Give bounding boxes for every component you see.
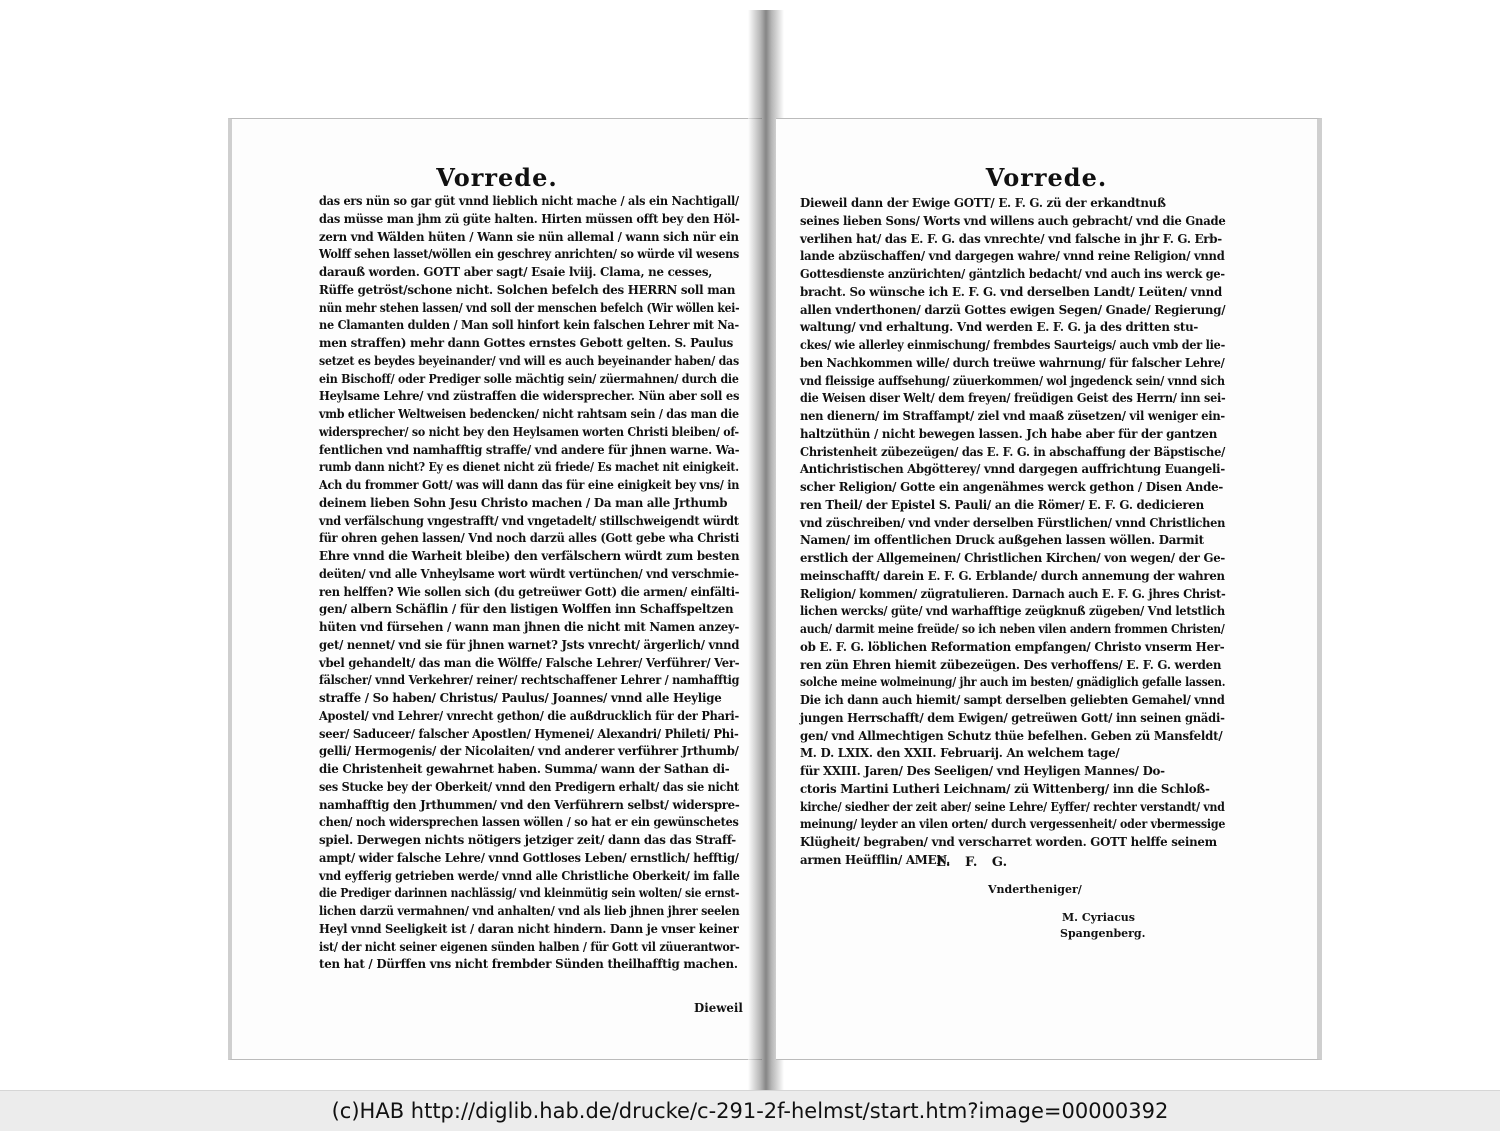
- text-line: Namen/ im offentlichen Druck außgehen lassen wöllen. Darmit: [800, 533, 1204, 548]
- text-line: namhafftig den Jrthummen/ vnd den Verführern selbst/ widerspre-: [319, 797, 740, 812]
- text-line: armen Heüfflin/ AMEN.: [800, 852, 950, 867]
- signature-underline: Vndertheniger/: [988, 883, 1082, 896]
- text-line: solche meine wolmeinung/ jhr auch im besten/ gnädiglich gefalle lassen.: [800, 675, 1226, 690]
- text-line: ren helffen? Wie sollen sich (du getreüwer Gott) die armen/ einfälti-: [319, 584, 740, 599]
- text-line: Wolff sehen lasset/wöllen ein geschrey anrichten/ so würde vil wesens: [319, 247, 740, 262]
- text-line: allen vnderthonen/ darzü Gottes ewigen Segen/ Gnade/ Regierung/: [800, 302, 1226, 317]
- text-line: gen/ albern Schäflin / für den listigen Wolffen inn Schaffspeltzen: [319, 602, 734, 617]
- catchword: Dieweil: [694, 1001, 743, 1015]
- text-line: lichen wercks/ güte/ vnd warhafftige zeügknuß zügeben/ Vnd letstlich: [800, 604, 1225, 619]
- text-line: Ehre vnnd die Warheit bleibe) den verfälschern würdt zum besten: [319, 549, 740, 563]
- text-line: M. D. LXIX. den XXII. Februarij. An welchem tage/: [800, 746, 1120, 761]
- text-line: gelli/ Hermogenis/ der Nicolaiten/ vnd anderer verführer Jrthumb/: [319, 744, 739, 759]
- text-line: die Prediger darinnen nachlässig/ vnd kleinmütig sein wolten/ sie ernst-: [319, 886, 740, 901]
- text-line: fentlichen vnd namhafftig straffe/ vnd andere für jhnen warne. Wa-: [319, 442, 740, 457]
- right-page-heading: Vorrede.: [985, 163, 1108, 192]
- text-line: Religion/ kommen/ zügratulieren. Darnach auch E. F. G. jhres Christ-: [800, 586, 1226, 601]
- text-line: vnd züschreiben/ vnd vnder derselben Fürstlichen/ vnnd Christlichen: [800, 515, 1226, 530]
- copyright-footer: (c)HAB http://diglib.hab.de/drucke/c-291-2f-helmst/start.htm?image=00000392: [0, 1090, 1500, 1131]
- text-line: widersprecher/ so nicht bey den Heylsamen worten Christi bleiben/ of-: [319, 424, 739, 439]
- text-line: verlihen hat/ das E. F. G. das vnrechte/ vnd falsche in jhr F. G. Erb-: [800, 231, 1222, 246]
- text-line: ses Stucke bey der Oberkeit/ vnnd den Predigern erhalt/ das sie nicht: [319, 779, 739, 794]
- text-line: hüten vnd fürsehen / wann man jhnen die nicht mit Namen anzey-: [319, 620, 740, 634]
- right-page: [776, 118, 1322, 1060]
- text-line: nen dienern/ im Straffampt/ ziel vnd maaß züsetzen/ vil weniger ein-: [800, 409, 1225, 423]
- text-line: meinung/ leyder an vilen orten/ durch vergessenheit/ oder vbermessige: [800, 817, 1226, 832]
- text-line: chen/ noch widersprechen lassen wöllen / so hat er ein gewünschetes: [319, 815, 739, 830]
- text-line: ten hat / Dürffen vns nicht frembder Sünden theilhafftig machen.: [319, 957, 738, 972]
- text-line: Rüffe getröst/schone nicht. Solchen befelch des HERRN soll man: [319, 282, 736, 297]
- text-line: lichen darzü vermahnen/ vnd anhalten/ vnd als lieb jhnen jhrer seelen: [319, 904, 740, 918]
- left-page-heading: Vorrede.: [436, 163, 558, 192]
- signature-efg: E. F. G.: [936, 855, 1008, 870]
- signature-name-2: Spangenberg.: [1060, 927, 1146, 940]
- text-line: gen/ vnd Allmechtigen Schutz thüe befelhen. Geben zü Mansfeldt/: [800, 728, 1223, 743]
- text-line: meinschafft/ darein E. F. G. Erblande/ durch annemung der wahren: [800, 568, 1225, 583]
- text-line: die Christenheit gewahrnet haben. Summa/ wann der Sathan di-: [319, 762, 730, 776]
- text-line: ob E. F. G. löblichen Reformation empfangen/ Christo vnserm Her-: [800, 639, 1225, 654]
- text-line: das müsse man jhm zü güte halten. Hirten müssen offt bey den Höl-: [319, 211, 740, 226]
- text-line: für ohren gehen lassen/ Vnd noch darzü alles (Gott gebe wha Christi: [319, 531, 740, 546]
- text-line: straffe / So haben/ Christus/ Paulus/ Joannes/ vnnd alle Heylige: [319, 691, 722, 705]
- text-line: ampt/ wider falsche Lehre/ vnnd Gottloses Leben/ ernstlich/ hefftig/: [319, 850, 739, 865]
- text-line: vmb etlicher Weltweisen bedencken/ nicht rahtsam sein / das man die: [319, 407, 739, 421]
- text-line: scher Religion/ Gotte ein angenähmes werck gethon / Disen Ande-: [800, 480, 1223, 494]
- right-page-text: [800, 195, 1268, 870]
- text-line: vnd verfälschung vngestrafft/ vnd vngetadelt/ stillschweigendt würdt: [319, 513, 739, 528]
- text-line: ren Theil/ der Epistel S. Pauli/ an die Römer/ E. F. G. dedicieren: [800, 497, 1204, 512]
- text-line: das ers nün so gar güt vnnd lieblich nicht mache / als ein Nachtigall/: [319, 194, 739, 208]
- text-line: seines lieben Sons/ Worts vnd willens auch gebracht/ vnd die Gnade: [800, 213, 1226, 228]
- text-line: setzet es beydes beyeinander/ vnd will es auch beyeinander haben/ das: [319, 353, 739, 368]
- text-line: ist/ der nicht seiner eigenen sünden halben / für Gott vil züuerantwor-: [319, 939, 740, 954]
- text-line: lande abzüschaffen/ vnd dargegen wahre/ vnnd reine Religion/ vnnd: [800, 249, 1225, 264]
- left-page-text: [319, 193, 779, 974]
- text-line: vnd fleissige auffsehung/ züuerkommen/ wol jngedenck sein/ vnnd sich: [800, 373, 1225, 388]
- text-line: vnd eyfferig getrieben werde/ vnnd alle Christliche Oberkeit/ im falle: [319, 868, 740, 883]
- text-line: rumb dann nicht? Ey es dienet nicht zü friede/ Es machet nit einigkeit.: [319, 460, 739, 475]
- text-line: ctoris Martini Lutheri Leichnam/ zü Wittenberg/ inn die Schloß-: [800, 781, 1210, 796]
- left-page: [228, 118, 762, 1060]
- text-line: jungen Herrschafft/ dem Ewigen/ getreüwen Gott/ inn seinen gnädi-: [800, 710, 1225, 725]
- text-line: darauß worden. GOTT aber sagt/ Esaie lviij. Clama, ne cesses,: [319, 265, 713, 279]
- text-line: Apostel/ vnd Lehrer/ vnrecht gethon/ die außdrucklich für der Phari-: [319, 708, 739, 723]
- text-line: die Weisen diser Welt/ dem freyen/ freüdigen Geist des Herrn/ inn sei-: [800, 391, 1226, 406]
- text-line: seer/ Saduceer/ falscher Apostlen/ Hymenei/ Alexandri/ Phileti/ Phi-: [319, 726, 739, 741]
- text-line: ckes/ wie allerley einmischung/ frembdes Saurteigs/ auch vmb der lie-: [800, 338, 1225, 352]
- text-line: haltzüthün / nicht bewegen lassen. Jch habe aber für der gantzen: [800, 426, 1218, 441]
- text-line: deinem lieben Sohn Jesu Christo machen / Da man alle Jrthumb: [319, 495, 728, 510]
- text-line: ne Clamanten dulden / Man soll hinfort kein falschen Lehrer mit Na-: [319, 318, 739, 333]
- text-line: ren zün Ehren hiemit zübezeügen. Des verhoffens/ E. F. G. werden: [800, 657, 1222, 672]
- signature-name-1: M. Cyriacus: [1062, 911, 1135, 924]
- text-line: Gottesdienste anzürichten/ gäntzlich bedacht/ vnd auch ins werck ge-: [800, 267, 1225, 281]
- text-line: get/ nennet/ vnd sie für jhnen warnet? Jsts vnrecht/ ärgerlich/ vnnd: [319, 637, 740, 652]
- text-line: Dieweil dann der Ewige GOTT/ E. F. G. zü der erkandtnuß: [800, 196, 1166, 210]
- text-line: Heyl vnnd Seeligkeit ist / daran nicht hindern. Dann je vnser keiner: [319, 921, 739, 936]
- text-line: ein Bischoff/ oder Prediger solle mächtig sein/ züermahnen/ durch die: [319, 371, 739, 386]
- text-line: für XXIII. Jaren/ Des Seeligen/ vnd Heyligen Mannes/ Do-: [800, 764, 1165, 778]
- text-line: kirche/ siedher der zeit aber/ seine Lehre/ Eyffer/ rechter verstandt/ vnd: [800, 799, 1225, 814]
- text-line: deüten/ vnd alle Vnheylsame wort würdt vertünchen/ vnd verschmie-: [319, 566, 739, 581]
- text-line: waltung/ vnd erhaltung. Vnd werden E. F. G. ja des dritten stu-: [800, 320, 1199, 335]
- text-line: auch/ darmit meine freüde/ so ich neben vilen andern frommen Christen/: [800, 622, 1225, 636]
- text-line: bracht. So wünsche ich E. F. G. vnd derselben Landt/ Leüten/ vnnd: [800, 284, 1222, 299]
- text-line: spiel. Derwegen nichts nötigers jetziger zeit/ dann das das Straff-: [319, 833, 736, 847]
- text-line: Antichristischen Abgötterey/ vnnd dargegen auffrichtung Euangeli-: [800, 462, 1225, 477]
- text-line: Heylsame Lehre/ vnd züstraffen die widersprecher. Nün aber soll es: [319, 389, 740, 404]
- text-line: fälscher/ vnnd Verkehrer/ reiner/ rechtschaffener Lehrer / namhafftig: [319, 673, 740, 688]
- text-line: nün mehr stehen lassen/ vnd soll der menschen befelch (Wir wöllen kei-: [319, 300, 740, 315]
- text-line: Die ich dann auch hiemit/ sampt derselben geliebten Gemahel/ vnnd: [800, 693, 1225, 707]
- text-line: zern vnd Wälden hüten / Wann sie nün allemal / wann sich nür ein: [319, 229, 739, 244]
- text-line: vbel gehandelt/ das man die Wölffe/ Falsche Lehrer/ Verführer/ Ver-: [319, 655, 740, 670]
- text-line: Ach du frommer Gott/ was will dann das für eine einigkeit bey vns/ in: [319, 478, 740, 492]
- text-line: ben Nachkommen wille/ durch treüwe wahrnung/ für falscher Lehre/: [800, 355, 1225, 370]
- text-line: Klügheit/ begraben/ vnd verscharret worden. GOTT helffe seinem: [800, 835, 1217, 849]
- text-line: Christenheit zübezeügen/ das E. F. G. in abschaffung der Bäpstische/: [800, 444, 1226, 459]
- text-line: men straffen) mehr dann Gottes ernstes Gebott gelten. S. Paulus: [319, 336, 734, 350]
- text-line: erstlich der Allgemeinen/ Christlichen Kirchen/ von wegen/ der Ge-: [800, 551, 1226, 565]
